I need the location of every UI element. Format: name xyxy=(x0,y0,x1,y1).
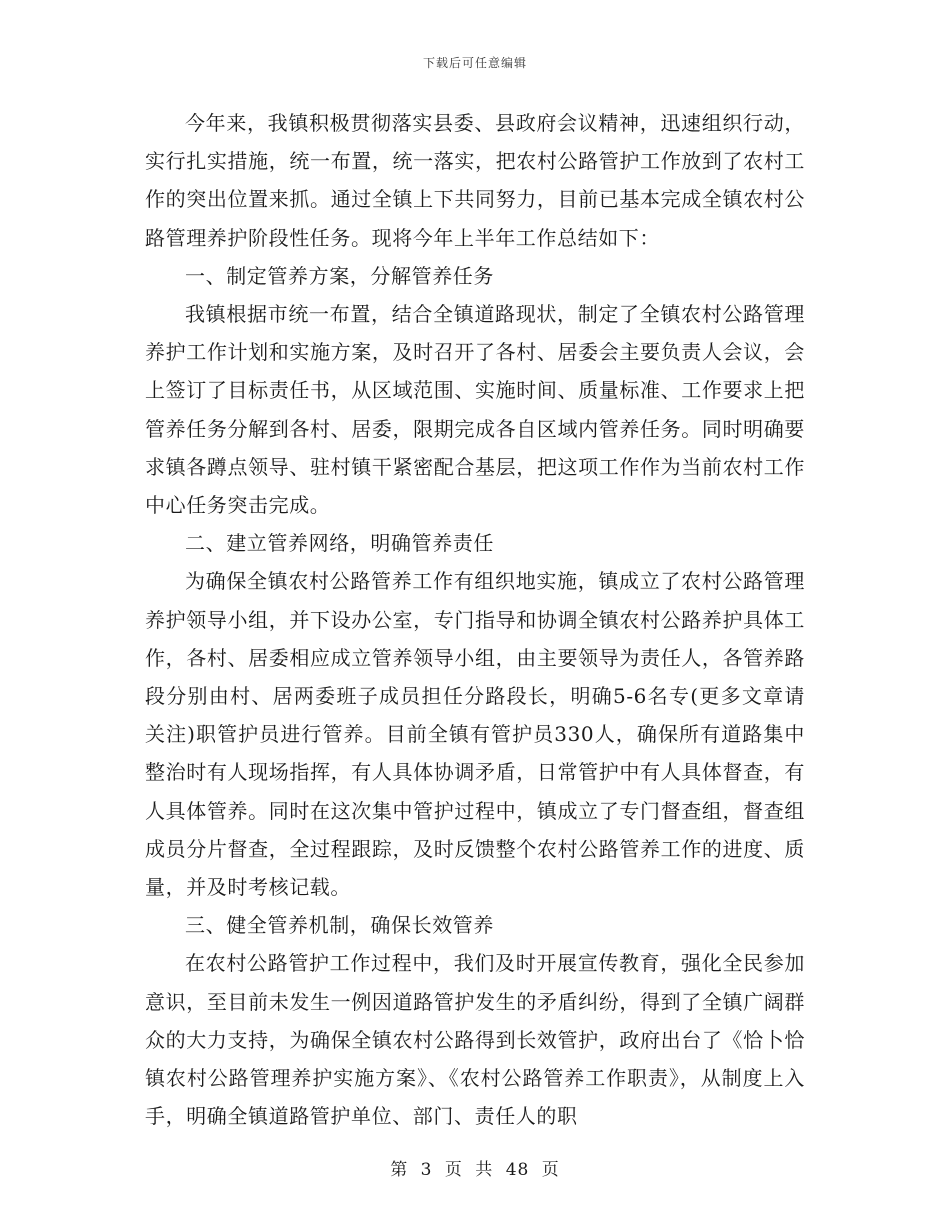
section-heading-3: 三、健全管养机制，确保长效管养 xyxy=(185,913,494,938)
section-heading-1: 一、制定管养方案，分解管养任务 xyxy=(185,263,494,288)
paragraph-section-1: 我镇根据市统一布置，结合全镇道路现状，制定了全镇农村公路管理养护工作计划和实施方案，及时召开了各村、居委会主要负责人会议，会上签订了目标责任书，从区域范围、实施时间、质量标准、工作要求上把管养任务分解到各村、居委，限期完成各自区域内管养任务。同时明确要求镇各蹲点领导、驻村镇干紧密配合基层，把这项工作作为当前农村工作中心任务突击完成。 xyxy=(145,302,805,518)
paragraph-section-3: 在农村公路管护工作过程中，我们及时开展宣传教育，强化全民参加意识，至目前未发生一例因道路管护发生的矛盾纠纷，得到了全镇广阔群众的大力支持，为确保全镇农村公路得到长效管护，政府出台了《恰卜恰镇农村公路管理养护实施方案》、《农村公路管养工作职责》，从制度上入手，明确全镇道路管护单位、部门、责任人的职 xyxy=(145,951,805,1129)
paragraph-section-2: 为确保全镇农村公路管养工作有组织地实施，镇成立了农村公路管理养护领导小组，并下设办公室，专门指导和协调全镇农村公路养护具体工作，各村、居委相应成立管养领导小组，由主要领导为责任人，各管养路段分别由村、居两委班子成员担任分路段长，明确5-6名专(更多文章请关注)职管护员进行管养。目前全镇有管护员330人，确保所有道路集中整治时有人现场指挥，有人具体协调矛盾，日常管护中有人具体督查，有人具体管养。同时在这次集中管护过程中，镇成立了专门督查组，督查组成员分片督查，全过程跟踪，及时反馈整个农村公路管养工作的进度、质量，并及时考核记载。 xyxy=(145,569,805,900)
paragraph-intro: 今年来，我镇积极贯彻落实县委、县政府会议精神，迅速组织行动，实行扎实措施，统一布置，统一落实，把农村公路管护工作放到了农村工作的突出位置来抓。通过全镇上下共同努力，目前已基本完成全镇农村公路管理养护阶段性任务。现将今年上半年工作总结如下： xyxy=(145,111,805,250)
section-heading-2: 二、建立管养网络，明确管养责任 xyxy=(185,531,494,556)
page-number-footer: 第 3 页 共 48 页 xyxy=(390,1160,560,1180)
page-header: 下载后可任意编辑 xyxy=(422,56,527,70)
document-body xyxy=(145,104,805,1135)
